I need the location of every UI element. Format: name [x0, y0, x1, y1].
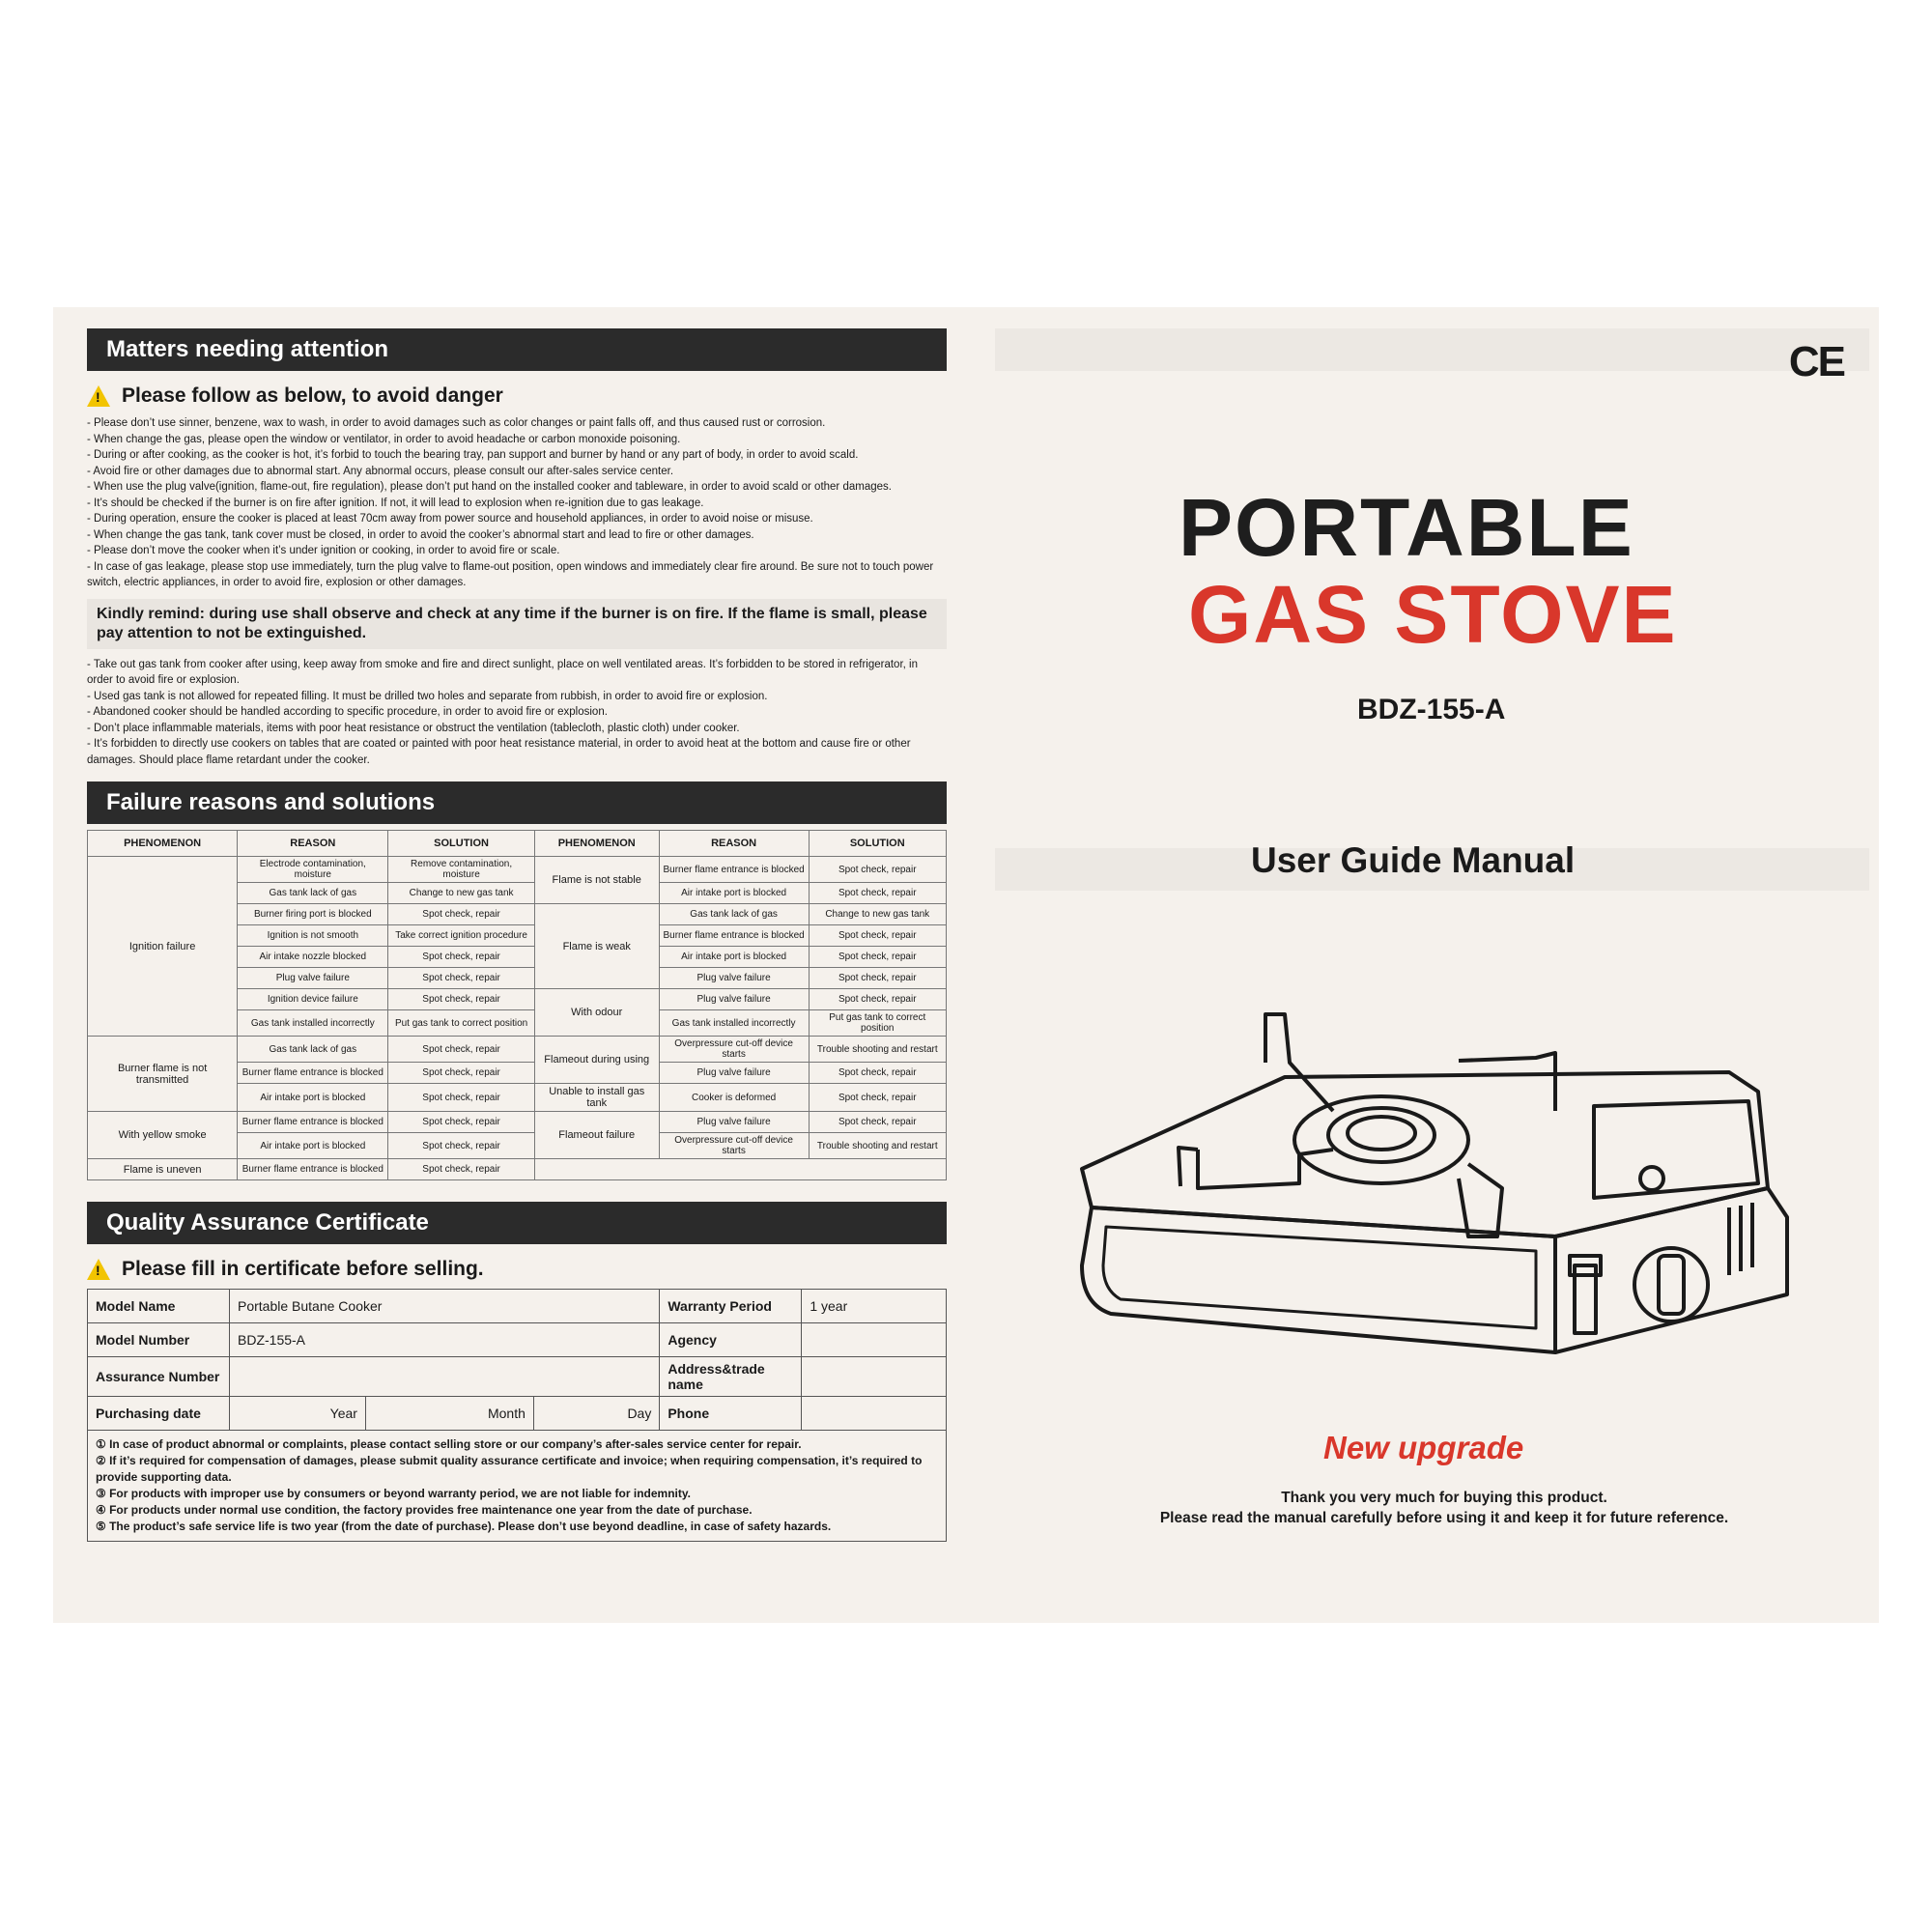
bullet: - Abandoned cooker should be handled according to specific procedure, in order to avoid fire or explosion.: [87, 706, 608, 718]
table-cell: With odour: [534, 989, 659, 1037]
model-name-label: Model Name: [88, 1290, 230, 1323]
col-header: REASON: [659, 831, 809, 857]
table-cell: Spot check, repair: [388, 1063, 534, 1084]
table-cell: Spot check, repair: [809, 857, 946, 883]
bullet: - Take out gas tank from cooker after using, keep away from smoke and fire and direct sunlight, place on well ventilated areas. It’s forbidden to be stored in refrigerator, in order to avoid fire or explosion.: [87, 658, 918, 686]
attention-warning-text: Please follow as below, to avoid danger: [122, 384, 503, 407]
table-cell: Burner flame entrance is blocked: [659, 925, 809, 947]
bullet: - When use the plug valve(ignition, flame-out, fire regulation), please don’t put hand on the installed cooker and tableware, in order to avoid scald or other damages.: [87, 481, 892, 493]
warranty-label: Warranty Period: [660, 1290, 802, 1323]
ghost-header-bar: [995, 328, 1869, 371]
stove-illustration: [1053, 947, 1826, 1372]
table-cell: Burner flame entrance is blocked: [238, 1112, 388, 1133]
table-cell: Spot check, repair: [388, 1112, 534, 1133]
table-cell: Unable to install gas tank: [534, 1084, 659, 1112]
attention-warning: [87, 384, 947, 408]
address-label: Address&trade name: [660, 1357, 802, 1397]
table-cell: Gas tank lack of gas: [238, 883, 388, 904]
year-label[interactable]: Year: [230, 1397, 366, 1431]
table-cell: Air intake nozzle blocked: [238, 947, 388, 968]
table-cell: Remove contamination, moisture: [388, 857, 534, 883]
table-cell: Spot check, repair: [809, 947, 946, 968]
table-cell: Ignition device failure: [238, 989, 388, 1010]
bullet: - When change the gas, please open the window or ventilator, in order to avoid headache or carbon monoxide poisoning.: [87, 433, 681, 445]
table-cell: Spot check, repair: [388, 947, 534, 968]
thanks-text: [1121, 1488, 1768, 1528]
col-header: SOLUTION: [809, 831, 946, 857]
certificate-table: [87, 1289, 947, 1431]
address-field[interactable]: [802, 1357, 947, 1397]
table-cell: Plug valve failure: [659, 968, 809, 989]
phone-field[interactable]: [802, 1397, 947, 1431]
col-header: PHENOMENON: [534, 831, 659, 857]
table-cell: Flameout failure: [534, 1112, 659, 1159]
ce-mark: CE: [1788, 338, 1844, 385]
failure-header: Failure reasons and solutions: [87, 781, 947, 824]
user-guide-title: User Guide Manual: [1251, 840, 1576, 880]
warranty-field[interactable]: 1 year: [802, 1290, 947, 1323]
table-row: [88, 1112, 947, 1133]
table-cell: Plug valve failure: [659, 989, 809, 1010]
table-cell: Take correct ignition procedure: [388, 925, 534, 947]
table-cell: Ignition is not smooth: [238, 925, 388, 947]
warning-icon: !: [87, 385, 110, 407]
table-cell: Spot check, repair: [388, 989, 534, 1010]
table-cell: Spot check, repair: [809, 1063, 946, 1084]
table-cell: Plug valve failure: [659, 1063, 809, 1084]
table-cell: Gas tank lack of gas: [659, 904, 809, 925]
table-cell: Change to new gas tank: [809, 904, 946, 925]
table-cell: Flame is not stable: [534, 857, 659, 904]
thanks-line-1: Thank you very much for buying this product.: [1281, 1490, 1607, 1506]
model-name-field[interactable]: Portable Butane Cooker: [230, 1290, 660, 1323]
table-cell: Gas tank installed incorrectly: [659, 1010, 809, 1037]
table-cell: Put gas tank to correct position: [388, 1010, 534, 1037]
table-cell: Ignition failure: [88, 857, 238, 1037]
failure-table: [87, 830, 947, 1180]
bullet: - In case of gas leakage, please stop use immediately, turn the plug valve to flame-out position, open windows and immediately clear fire around. Be sure not to touch power switch, electric appliances, in order to avoid fire, explosion or other damages.: [87, 560, 934, 588]
bullet: - Don’t place inflammable materials, items with poor heat resistance or obstruct the ventilation (tablecloth, plastic cloth) under cooker.: [87, 722, 740, 734]
note: ② If it’s required for compensation of damages, please submit quality assurance certificate and invoice; when requiring compensation, it’s required to provide supporting data.: [96, 1454, 923, 1484]
table-cell: Flame is uneven: [88, 1159, 238, 1180]
bullet: - Used gas tank is not allowed for repeated filling. It must be drilled two holes and separate from rubbish, in order to avoid fire or explosion.: [87, 690, 768, 702]
table-cell: Burner flame entrance is blocked: [659, 857, 809, 883]
table-cell: Gas tank installed incorrectly: [238, 1010, 388, 1037]
table-cell: Spot check, repair: [388, 1133, 534, 1159]
model-number-field[interactable]: BDZ-155-A: [230, 1323, 660, 1357]
assurance-field[interactable]: [230, 1357, 660, 1397]
table-cell: Electrode contamination, moisture: [238, 857, 388, 883]
attention-bullets-2: [87, 657, 947, 769]
col-header: SOLUTION: [388, 831, 534, 857]
left-page: [87, 328, 947, 1599]
kindly-remind: Kindly remind: during use shall observe and check at any time if the burner is on fire. If the flame is small, please pay attention to not be extinguished.: [87, 599, 947, 649]
cover-page: [995, 328, 1869, 1599]
table-cell: [534, 1159, 946, 1180]
table-cell: Cooker is deformed: [659, 1084, 809, 1112]
table-cell: Burner flame entrance is blocked: [238, 1063, 388, 1084]
table-cell: Burner flame entrance is blocked: [238, 1159, 388, 1180]
table-cell: Air intake port is blocked: [238, 1084, 388, 1112]
table-cell: Spot check, repair: [809, 1084, 946, 1112]
table-row: [88, 1159, 947, 1180]
table-cell: Burner flame is not transmitted: [88, 1037, 238, 1112]
table-cell: Spot check, repair: [388, 1084, 534, 1112]
table-row: [88, 1037, 947, 1063]
attention-header: Matters needing attention: [87, 328, 947, 371]
bullet: - Please don’t use sinner, benzene, wax to wash, in order to avoid damages such as color changes or paint falls off, and thus caused rust or corrosion.: [87, 417, 826, 429]
table-cell: Flameout during using: [534, 1037, 659, 1084]
table-cell: Spot check, repair: [388, 968, 534, 989]
table-cell: Spot check, repair: [809, 989, 946, 1010]
table-cell: Trouble shooting and restart: [809, 1037, 946, 1063]
quality-header: Quality Assurance Certificate: [87, 1202, 947, 1244]
table-cell: Spot check, repair: [388, 1159, 534, 1180]
table-cell: Spot check, repair: [809, 1112, 946, 1133]
table-cell: Gas tank lack of gas: [238, 1037, 388, 1063]
title-line-1: PORTABLE: [1179, 482, 1634, 573]
table-row: [88, 857, 947, 883]
table-cell: Spot check, repair: [388, 904, 534, 925]
note: ⑤ The product’s safe service life is two year (from the date of purchase). Please don’t use beyond deadline, in case of safety hazards.: [96, 1520, 832, 1533]
month-label[interactable]: Month: [365, 1397, 533, 1431]
note: ③ For products with improper use by consumers or beyond warranty period, we are not liable for indemnity.: [96, 1487, 691, 1500]
bullet: - Avoid fire or other damages due to abnormal start. Any abnormal occurs, please consult our after-sales service center.: [87, 465, 674, 477]
table-cell: Put gas tank to correct position: [809, 1010, 946, 1037]
purchasing-label: Purchasing date: [88, 1397, 230, 1431]
bullet: - It’s forbidden to directly use cookers on tables that are coated or painted with poor heat resistance material, in order to avoid heat at the bottom and cause fire or other damages. Should place flame retardant under the cooker.: [87, 738, 911, 766]
table-cell: Spot check, repair: [388, 1037, 534, 1063]
table-cell: Spot check, repair: [809, 883, 946, 904]
table-cell: Plug valve failure: [238, 968, 388, 989]
quality-warning-text: Please fill in certificate before selling.: [122, 1258, 484, 1280]
table-cell: Change to new gas tank: [388, 883, 534, 904]
note: ① In case of product abnormal or complaints, please contact selling store or our company’s after-sales service center for repair.: [96, 1437, 802, 1451]
table-cell: Trouble shooting and restart: [809, 1133, 946, 1159]
col-header: REASON: [238, 831, 388, 857]
title-line-2: GAS STOVE: [1188, 569, 1678, 660]
bullet: - It’s should be checked if the burner is on fire after ignition. If not, it will lead to explosion when re-ignition due to gas leakage.: [87, 497, 704, 509]
table-cell: With yellow smoke: [88, 1112, 238, 1159]
thanks-line-2: Please read the manual carefully before using it and keep it for future reference.: [1159, 1510, 1729, 1526]
table-cell: Overpressure cut-off device starts: [659, 1133, 809, 1159]
new-upgrade-label: New upgrade: [1323, 1430, 1524, 1465]
table-cell: Flame is weak: [534, 904, 659, 989]
note: ④ For products under normal use condition, the factory provides free maintenance one year from the date of purchase.: [96, 1503, 753, 1517]
quality-warning: [87, 1258, 947, 1281]
table-cell: Air intake port is blocked: [238, 1133, 388, 1159]
table-cell: Spot check, repair: [809, 925, 946, 947]
bullet: - When change the gas tank, tank cover must be closed, in order to avoid the cooker’s abnormal start and lead to fire or other damages.: [87, 528, 754, 541]
table-cell: Burner firing port is blocked: [238, 904, 388, 925]
day-label[interactable]: Day: [533, 1397, 659, 1431]
model-number-label: Model Number: [88, 1323, 230, 1357]
bullet: - Please don’t move the cooker when it’s under ignition or cooking, in order to avoid fire or scale.: [87, 545, 560, 556]
assurance-label: Assurance Number: [88, 1357, 230, 1397]
agency-label: Agency: [660, 1323, 802, 1357]
certificate-notes: [87, 1431, 947, 1542]
warning-icon: !: [87, 1259, 110, 1280]
table-cell: Overpressure cut-off device starts: [659, 1037, 809, 1063]
model-number: BDZ-155-A: [1357, 694, 1506, 725]
table-cell: Spot check, repair: [809, 968, 946, 989]
table-cell: Air intake port is blocked: [659, 947, 809, 968]
attention-bullets: [87, 415, 947, 591]
bullet: - During operation, ensure the cooker is placed at least 70cm away from power source and household appliances, in order to avoid noise or misuse.: [87, 513, 813, 525]
phone-label: Phone: [660, 1397, 802, 1431]
bullet: - During or after cooking, as the cooker is hot, it’s forbid to touch the bearing tray, pan support and burner by hand or any part of body, in order to avoid scald.: [87, 449, 859, 461]
col-header: PHENOMENON: [88, 831, 238, 857]
agency-field[interactable]: [802, 1323, 947, 1357]
table-cell: Air intake port is blocked: [659, 883, 809, 904]
table-cell: Plug valve failure: [659, 1112, 809, 1133]
